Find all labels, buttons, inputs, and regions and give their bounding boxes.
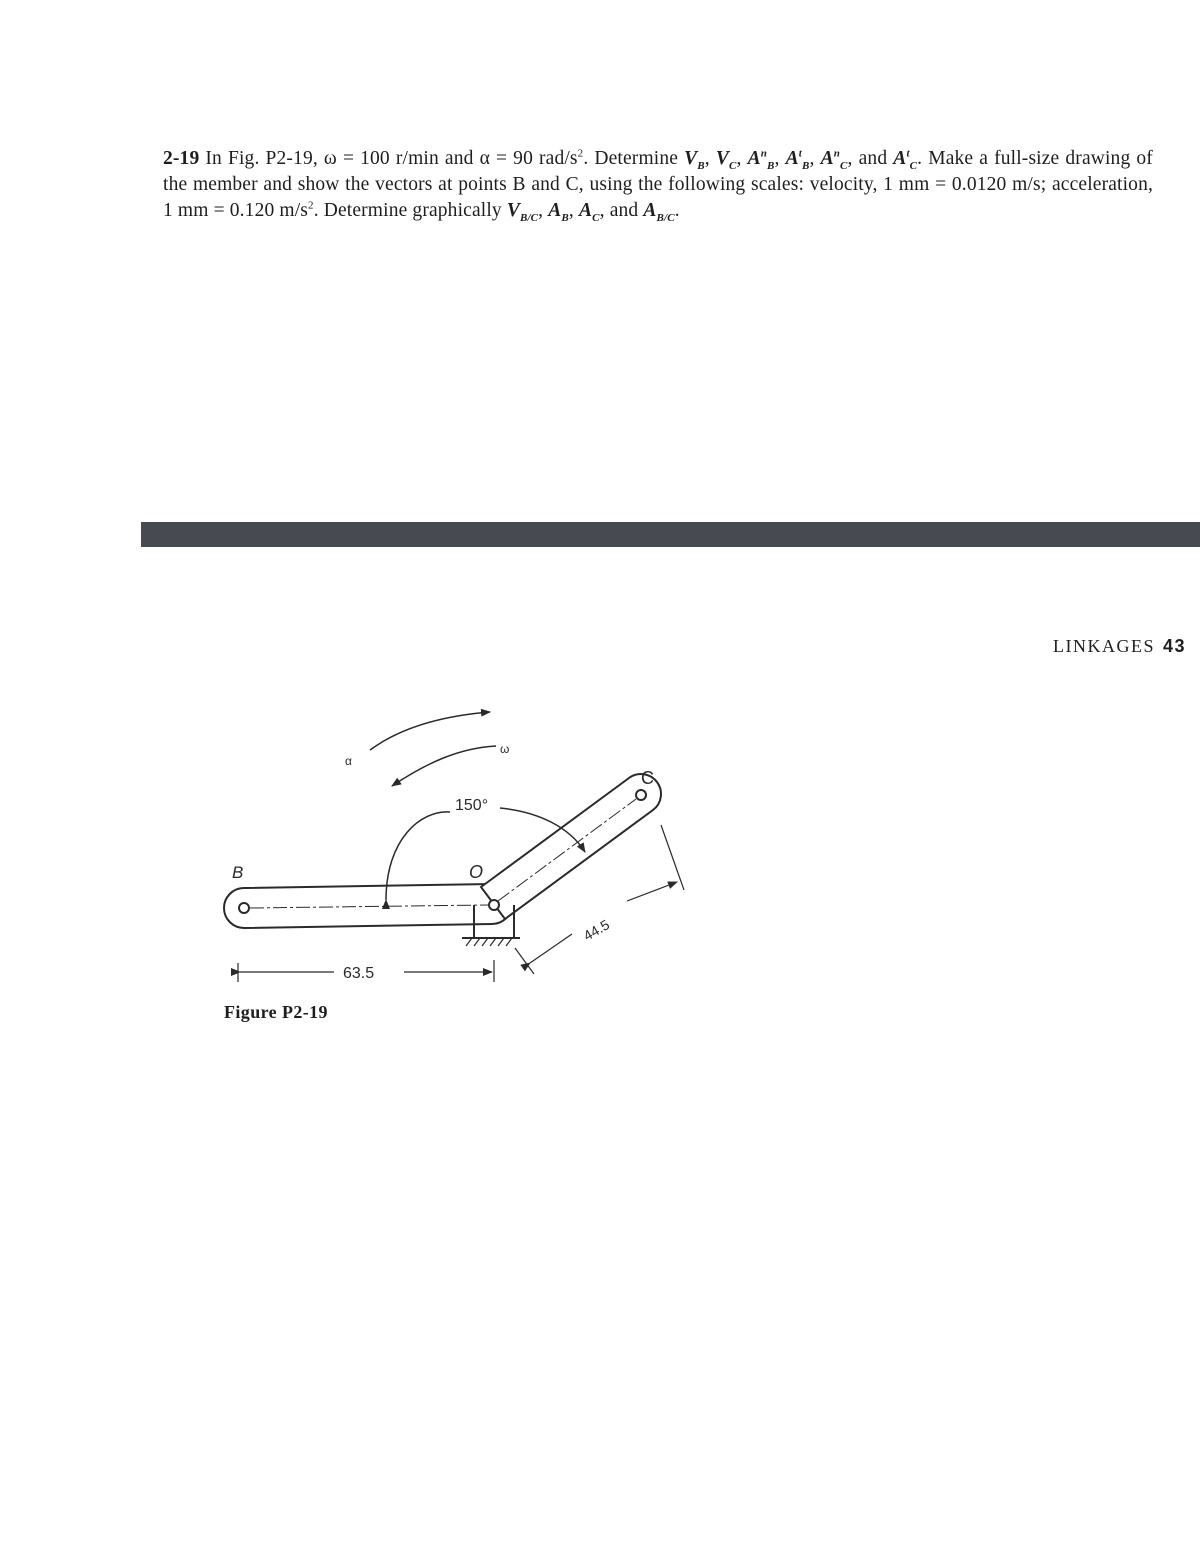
symbol-vc: $V_C$ [715,148,737,172]
link-oc [481,774,661,919]
page-divider-bar [141,522,1200,547]
dimension-oc: 44.5 [580,916,613,944]
problem-number: 2-19 [163,148,200,169]
label-alpha: α [345,754,352,768]
alpha-arrow [370,712,490,750]
problem-text-1: In Fig. P2-19, ω = 100 r/min and α = 90 rad/s [205,148,578,169]
symbol-anc: $A^n_C$ [820,147,848,172]
linkage-figure [210,695,730,995]
problem-statement: 2-19 In Fig. P2-19, ω = 100 r/min and α = 90 rad/$s^2$. Determine $V_B$, $V_C$, $A^n_B$, $A^t_B$, $A^n_C$, and $A^t_C$. Make a full-size drawing of the member and show the vectors at points B and C, using the following scales: velocity, 1 mm = 0.0120 m/s; acceleration, 1 mm = 0.120 $m/s^2$. Determine graphically $V_{B/C}$, $A_B$, $A_C$, and $A_{B/C}$. [163,147,1153,224]
problem-text-4: and [609,200,639,221]
problem-text-2: full-size drawing of the member and show the vectors at points B and C, using the following scales: [163,148,1153,195]
symbol-ac: $A_C$ [578,200,600,224]
problem-text-3: velocity, 1 mm = 0.0120 m/s; acceleration, 1 mm = 0.120 m/s [163,174,1153,221]
pin-o [489,900,499,910]
figure-caption: Figure P2-19 [224,1002,328,1022]
link-ob [224,884,512,928]
label-angle: 150° [455,797,489,814]
running-head-title: LINKAGES [1052,636,1155,656]
running-head [1053,636,1186,657]
symbol-anb: $A^n_B$ [747,147,775,172]
label-c: C [641,768,654,788]
symbol-abc: $A_{B/C}$ [643,200,675,224]
label-b: B [232,863,244,882]
symbol-atb: $A^t_B$ [785,147,810,172]
omega-arrow [392,746,496,786]
label-o: O [469,862,484,882]
symbol-ab: $A_B$ [548,200,569,224]
pin-b [239,903,249,913]
symbol-atc: $A^t_C$ [893,147,918,172]
symbol-vbc: $V_{B/C}$ [506,200,539,224]
label-omega: ω [500,742,510,756]
pin-c [636,790,646,800]
dimension-ob: 63.5 [343,965,375,982]
symbol-vb: $V_B$ [684,148,705,172]
page-number: 43 [1162,636,1186,656]
